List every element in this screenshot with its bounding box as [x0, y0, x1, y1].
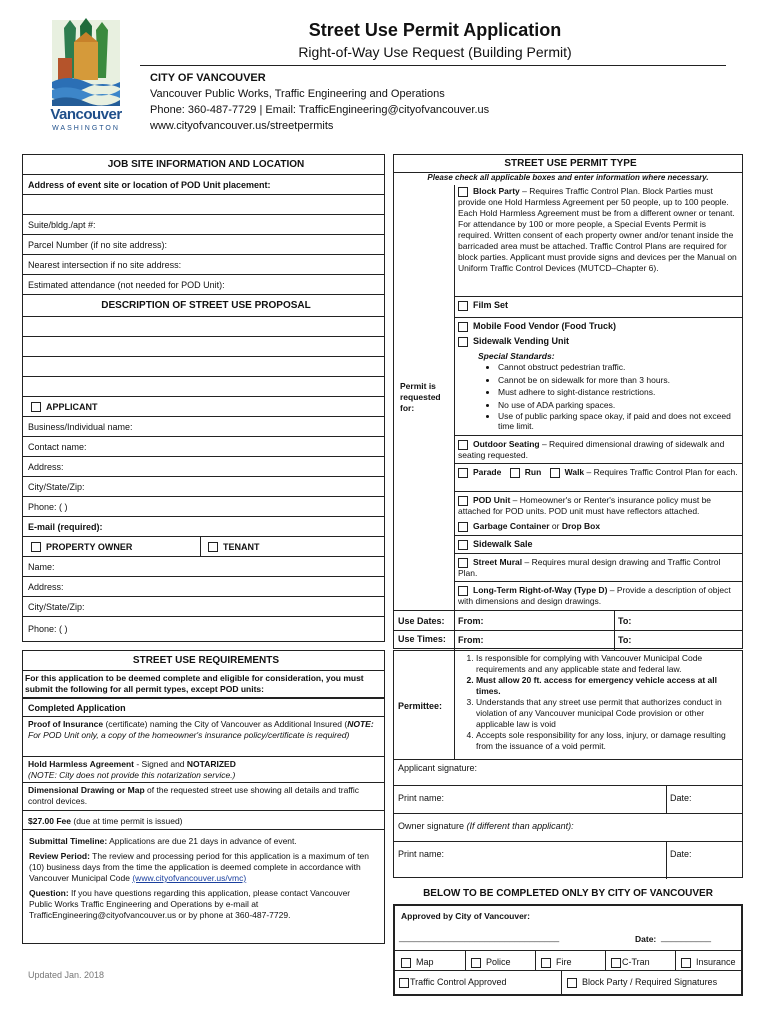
ctran-check[interactable]: C-Tran [611, 957, 650, 968]
req-proof-of-insurance: Proof of Insurance (certificate) naming the City of Vancouver as Additional Insured (NOTE: For POD Unit only, a copy of the homeowner's insurance policy/certificate is required) [23, 717, 384, 757]
description-line-3[interactable] [23, 357, 384, 377]
permittee-section [393, 650, 743, 878]
permit-type-note: Please check all applicable boxes and enter information where necessary. [427, 173, 709, 182]
description-line-2[interactable] [23, 337, 384, 357]
applicant-checkbox[interactable] [31, 402, 41, 412]
requirements-intro: For this application to be deemed complete and eligible for consideration, you must submit the following for all permit types, except POD units: [23, 671, 384, 699]
block-party-sigs-checkbox[interactable] [567, 978, 577, 988]
description-heading: DESCRIPTION OF STREET USE PROPOSAL [23, 295, 384, 317]
outdoor-seating-option[interactable]: Outdoor Seating – Required dimensional drawing of sidewalk and seating requested. [458, 439, 725, 460]
use-dates-to[interactable]: To: [618, 616, 632, 626]
applicant-email-field[interactable]: E-mail (required): [23, 517, 384, 537]
police-checkbox[interactable] [471, 958, 481, 968]
owner-phone-field[interactable]: Phone: ( ) [28, 624, 68, 634]
owner-name-field[interactable]: Name: [23, 557, 384, 577]
req-completed-application: Completed Application [23, 699, 384, 717]
parade-checkbox[interactable] [458, 468, 468, 478]
police-check[interactable]: Police [471, 957, 511, 968]
long-term-checkbox[interactable] [458, 586, 468, 596]
business-name-field[interactable]: Business/Individual name: [23, 417, 384, 437]
run-checkbox[interactable] [510, 468, 520, 478]
page-title: Street Use Permit Application [308, 20, 562, 40]
applicant-signature-field[interactable]: Applicant signature: [398, 763, 478, 773]
logo-state: WASHINGTON [52, 125, 120, 132]
permittee-term: 4. Accepts sole responsibility for any loss, injury, or damage resulting from the issuance of a void permit. [476, 730, 740, 752]
timeline-review-block [22, 830, 385, 944]
garbage-checkbox[interactable] [458, 522, 468, 532]
city-use-heading: BELOW TO BE COMPLETED ONLY BY CITY OF VANCOUVER [423, 888, 713, 899]
map-checkbox[interactable] [401, 958, 411, 968]
pod-unit-option[interactable]: POD Unit – Homeowner's or Renter's insurance policy must be attached for POD units. POD unit must have reflectors attached. [458, 495, 712, 516]
pod-unit-checkbox[interactable] [458, 496, 468, 506]
event-address-field[interactable]: Address of event site or location of POD Unit placement: [23, 175, 384, 195]
use-dates-label: Use Dates: [398, 616, 445, 626]
vancouver-logo [44, 18, 128, 136]
ctran-checkbox[interactable] [611, 958, 621, 968]
owner-signature-field[interactable]: Owner signature (If different than applicant): [398, 821, 574, 831]
map-check[interactable]: Map [401, 957, 434, 968]
applicant-phone-field[interactable]: Phone: ( ) [23, 497, 384, 517]
parcel-number-field[interactable]: Parcel Number (if no site address): [23, 235, 384, 255]
city-name: CITY OF VANCOUVER [150, 72, 266, 84]
city-contact-block [150, 70, 489, 134]
attendance-field[interactable]: Estimated attendance (not needed for POD Unit): [23, 275, 384, 295]
owner-date-field[interactable]: Date: [670, 849, 692, 859]
permittee-term: 3. Understands that any street use permit that authorizes conduct in violation of any Vancouver municipal Code provision or other applicable law is void [476, 697, 740, 730]
use-times-from[interactable]: From: [458, 635, 484, 645]
sidewalk-vending-checkbox[interactable] [458, 337, 468, 347]
city-use-box [393, 904, 743, 996]
req-hold-harmless: Hold Harmless Agreement - Signed and NOTARIZED (NOTE: City does not provide this notarization service.) [23, 757, 384, 783]
outdoor-seating-checkbox[interactable] [458, 440, 468, 450]
standard-item: • Must adhere to sight-distance restrictions. [498, 386, 740, 399]
applicant-address-field[interactable]: Address: [23, 457, 384, 477]
permittee-terms [456, 653, 740, 752]
suite-field[interactable]: Suite/bldg./apt #: [23, 215, 384, 235]
nearest-intersection-field[interactable]: Nearest intersection if no site address: [23, 255, 384, 275]
questions-contact: Question: If you have questions regarding this application, please contact Vancouver Public Works Traffic Engineering and Operations by e-mail at TrafficEngineering@cityofvancouver.us or by phone at 360-487-7729. [29, 888, 351, 920]
long-term-row-option[interactable]: Long-Term Right-of-Way (Type D) – Provide a description of object with dimensions and design drawings. [458, 585, 731, 606]
applicant-checkbox-row[interactable] [23, 397, 384, 417]
contact-line: Phone: 360-487-7729 | Email: TrafficEngineering@cityofvancouver.us [150, 104, 490, 116]
permittee-label: Permittee: [398, 701, 443, 711]
tenant-label: TENANT [223, 541, 260, 552]
permit-type-section [393, 154, 743, 649]
owner-print-name-field[interactable]: Print name: [398, 849, 445, 859]
street-mural-option[interactable]: Street Mural – Requires mural design drawing and Traffic Control Plan. [458, 557, 721, 578]
req-fee: $27.00 Fee (due at time permit is issued) [28, 815, 183, 826]
website: www.cityofvancouver.us/streetpermits [150, 120, 334, 132]
event-address-line2[interactable] [23, 195, 384, 215]
standard-item: • Use of public parking space okay, if paid and does not exceed time limit. [498, 411, 740, 431]
job-site-heading: JOB SITE INFORMATION AND LOCATION [23, 155, 384, 175]
submittal-timeline: Submittal Timeline: Applications are due 21 days in advance of event. [29, 836, 297, 846]
approval-date-label: Date: [635, 934, 657, 944]
block-party-checkbox[interactable] [458, 187, 468, 197]
block-party-option[interactable]: Block Party – Requires Traffic Control Plan. Block Parties must provide one Hold Harmless Agreement per 50 people, up to 100 people. Each Hold Harmless Agreement must be from a different owner or tenant. For attendance by 100 or more people, a Special Events Permit is required. Written consent of each property owner and/or tenant inside the barricaded area must be attached. Traffic Control Plans are required for block parties. Applicant must provide signs and devices per the Manual on Uniform Traffic Control Devices (MUTCD–Chapter 6). [458, 186, 737, 273]
permit-type-heading: STREET USE PERMIT TYPE [394, 155, 742, 173]
film-set-option[interactable]: Film Set [458, 300, 508, 311]
standard-item: • No use of ADA parking spaces. [498, 399, 740, 412]
title-divider [140, 65, 726, 66]
owner-address-field[interactable]: Address: [23, 577, 384, 597]
req-dimensional-drawing: Dimensional Drawing or Map of the requested street use showing all details and traffic control devices. [23, 783, 384, 811]
sidewalk-sale-option[interactable]: Sidewalk Sale [458, 539, 533, 550]
description-line-1[interactable] [23, 317, 384, 337]
approved-by-label: Approved by City of Vancouver: [401, 911, 530, 921]
walk-checkbox[interactable] [550, 468, 560, 478]
owner-city-field[interactable]: City/State/Zip: [23, 597, 384, 617]
insurance-checkbox[interactable] [681, 958, 691, 968]
job-site-section [22, 154, 385, 642]
sidewalk-sale-checkbox[interactable] [458, 540, 468, 550]
applicant-city-field[interactable]: City/State/Zip: [23, 477, 384, 497]
permittee-term: 2. Must allow 20 ft. access for emergency vehicle access at all times. [476, 675, 740, 697]
page-subtitle: Right-of-Way Use Request (Building Permit) [298, 44, 572, 60]
vmc-link[interactable]: (www.cityofvancouver.us/vmc) [132, 873, 247, 883]
special-standards-label: Special Standards: [478, 351, 555, 361]
applicant-print-name-field[interactable]: Print name: [398, 793, 445, 803]
block-party-signatures-check[interactable]: Block Party / Required Signatures [567, 977, 717, 988]
use-dates-from[interactable]: From: [458, 616, 484, 626]
description-line-4[interactable] [23, 377, 384, 397]
requirements-section [22, 650, 385, 830]
property-owner-label: PROPERTY OWNER [46, 541, 133, 552]
special-standards-list [458, 361, 740, 431]
mobile-food-option[interactable]: Mobile Food Vendor (Food Truck) [458, 321, 616, 332]
parade-run-walk-option: Parade Run Walk – Requires Traffic Control Plan for each. [458, 467, 740, 478]
department: Vancouver Public Works, Traffic Engineering and Operations [150, 88, 445, 100]
applicant-label: APPLICANT [46, 401, 98, 412]
permit-requested-for-label: Permit is requested for: [400, 381, 441, 413]
approval-date-line[interactable]: __________ [661, 932, 712, 942]
applicant-date-field[interactable]: Date: [670, 793, 692, 803]
traffic-control-approved-check[interactable]: Traffic Control Approved [399, 977, 507, 988]
owner-tenant-divider [200, 537, 201, 557]
fire-checkbox[interactable] [541, 958, 551, 968]
requirements-heading: STREET USE REQUIREMENTS [23, 651, 384, 671]
standard-item: • Cannot obstruct pedestrian traffic. [498, 361, 740, 374]
use-times-to[interactable]: To: [618, 635, 632, 645]
mobile-food-checkbox[interactable] [458, 322, 468, 332]
film-set-checkbox[interactable] [458, 301, 468, 311]
garbage-dropbox-option[interactable]: Garbage Container or Drop Box [458, 521, 600, 532]
permittee-term: 1. Is responsible for complying with Vancouver Municipal Code requirements and any applicable state and federal law. [476, 653, 740, 675]
insurance-check[interactable]: Insurance [681, 957, 736, 968]
review-period: Review Period: The review and processing period for this application is a maximum of ten (10) business days from the time the application is deemed complete in accordance with Vancouver Municipal Code (www.cityofvancouver.us/vmc) [29, 851, 370, 883]
sidewalk-vending-option[interactable]: Sidewalk Vending Unit [458, 336, 569, 347]
property-owner-checkbox[interactable] [31, 542, 41, 552]
traffic-control-checkbox[interactable] [399, 978, 409, 988]
use-times-label: Use Times: [398, 634, 446, 644]
owner-tenant-row [23, 537, 384, 557]
contact-name-field[interactable]: Contact name: [23, 437, 384, 457]
logo-wordmark: Vancouver [50, 106, 122, 123]
standard-item: • Cannot be on sidewalk for more than 3 hours. [498, 374, 740, 387]
fire-check[interactable]: Fire [541, 957, 572, 968]
tenant-checkbox[interactable] [208, 542, 218, 552]
updated-date: Updated Jan. 2018 [28, 970, 105, 980]
approval-signature-line[interactable]: ________________________________ [399, 932, 560, 942]
street-mural-checkbox[interactable] [458, 558, 468, 568]
